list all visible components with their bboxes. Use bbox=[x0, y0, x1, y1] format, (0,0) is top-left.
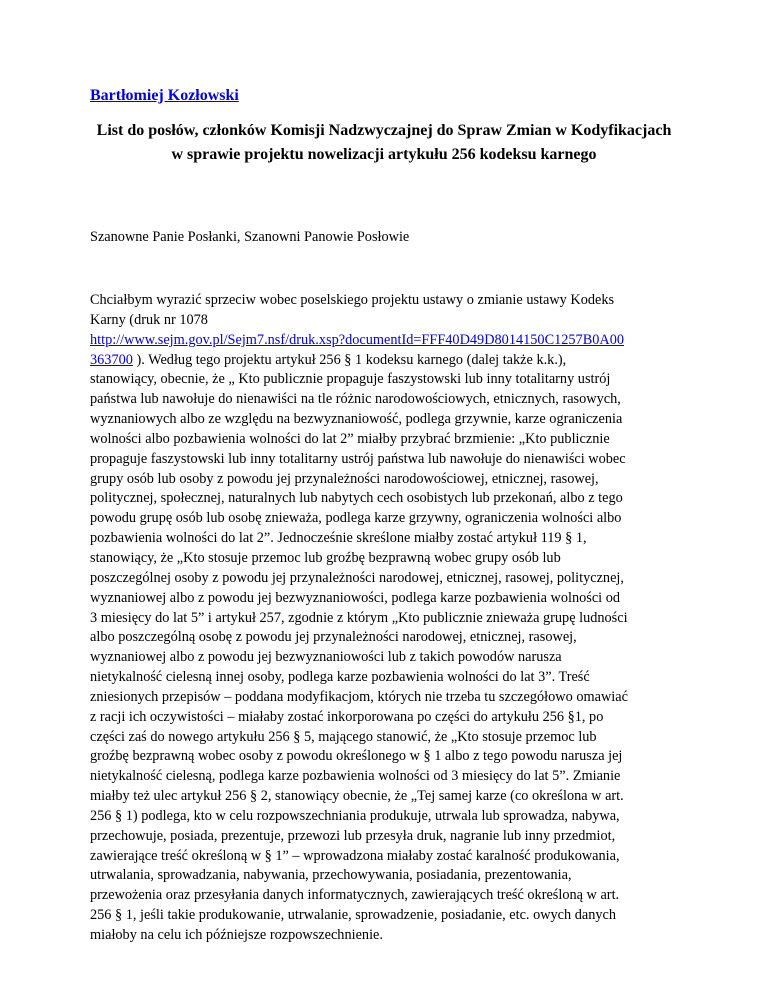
body-line: zawierające treść określoną w § 1” – wprowadzona miałaby zostać karalność produkowania, bbox=[90, 847, 620, 864]
body-line: pozbawienia wolności do lat 2”. Jednocześnie skreślone miałby zostać artykuł 119 § 1, bbox=[90, 530, 587, 547]
body-line bbox=[90, 331, 688, 351]
body-line: 3 miesięcy do lat 5” i artykuł 257, zgodnie z którym „Kto publicznie znieważa grupę ludności bbox=[90, 609, 628, 626]
body-line: grupy osób lub osoby z powodu jej przynależności narodowościowej, etnicznej, rasowej, bbox=[90, 470, 599, 487]
body-line: utrwalania, sprowadzania, nabywania, przechowywania, posiadania, prezentowania, bbox=[90, 867, 572, 884]
body-line: zniesionych przepisów – poddana modyfikacjom, których nie trzeba tu szczegółowo omawiać bbox=[90, 688, 628, 705]
body-line: przewożenia oraz przesyłania danych informatycznych, zawierających treść określoną w art. bbox=[90, 887, 620, 904]
body-line: stanowiący, że „Kto stosuje przemoc lub groźbę bezprawną wobec grupy osób lub bbox=[90, 549, 561, 566]
letter-title: List do posłów, członków Komisji Nadzwyczajnej do Spraw Zmian w Kodyfikacjach w sprawie projektu nowelizacji artykułu 256 kodeksu karnego bbox=[96, 122, 672, 163]
sejm-document-link[interactable]: http://www.sejm.gov.pl/Sejm7.nsf/druk.xsp?documentId=FFF40D49D8014150C1257B0A00 bbox=[90, 331, 625, 348]
body-line: z racji ich oczywistości – miałaby zostać inkorporowana po części do artykułu 256 §1, po bbox=[90, 708, 604, 725]
body-line bbox=[90, 351, 688, 371]
body-line: poszczególnej osoby z powodu jej przynależności narodowej, etnicznej, rasowej, politycznej, bbox=[90, 569, 624, 586]
body-line: wyznaniowej albo z powodu jej bezwyznaniowości, podlega karze pozbawienia wolności od bbox=[90, 589, 621, 606]
body-line: wyznaniowej albo z powodu jej bezwyznaniowości lub z takich powodów narusza bbox=[90, 649, 562, 666]
body-line: groźbę bezprawną wobec osoby z powodu określonego w § 1 albo z tego powodu narusza jej bbox=[90, 748, 623, 765]
body-line: powodu grupę osób lub osobę znieważa, podlega karze grzywny, ograniczenia wolności albo bbox=[90, 510, 622, 527]
body-line: części zaś do nowego artykułu 256 § 5, mającego stanowić, że „Kto stosuje przemoc lub bbox=[90, 728, 597, 745]
body-line: Karny (druk nr 1078 bbox=[90, 311, 208, 328]
body-line: 256 § 1, jeśli takie produkowanie, utrwalanie, sprowadzenie, posiadanie, etc. owych danych bbox=[90, 907, 617, 924]
body-line: państwa lub nawołuje do nienawiści na tle różnic narodowościowych, etnicznych, rasowych, bbox=[90, 391, 621, 408]
body-line: 256 § 1) podlega, kto w celu rozpowszechniania produkuje, utrwala lub sprowadza, nabywa, bbox=[90, 807, 620, 824]
body-line: propaguje faszystowski lub inny totalitarny ustrój państwa lub nawołuje do nienawiści wobec bbox=[90, 450, 626, 467]
body-line: nietykalność cielesną innej osoby, podlega karze pozbawienia wolności do lat 3”. Treść bbox=[90, 669, 590, 686]
author-link[interactable]: Bartłomiej Kozłowski bbox=[90, 87, 239, 104]
body-line: miałby też ulec artykuł 256 § 2, stanowiący obecnie, że „Tej samej karze (co określona w art. bbox=[90, 788, 624, 805]
body-line: wolności albo pozbawienia wolności do lat 2” miałby przybrać brzmienie: „Kto publicznie bbox=[90, 430, 610, 447]
body-line: albo poszczególną osobę z powodu jej przynależności narodowej, etnicznej, rasowej, bbox=[90, 629, 577, 646]
sejm-document-link-continued[interactable]: 363700 bbox=[90, 351, 133, 368]
body-line: Chciałbym wyrazić sprzeciw wobec poselskiego projektu ustawy o zmianie ustawy Kodeks bbox=[90, 292, 615, 308]
body-line-text: ). Według tego projektu artykuł 256 § 1 kodeksu karnego (dalej także k.k.), bbox=[132, 351, 567, 368]
body-line: politycznej, społecznej, naturalnych lub nabytych cech osobistych lub przekonań, albo z tego bbox=[90, 490, 623, 507]
body-line: miałoby na celu ich późniejsze rozpowszechnienie. bbox=[90, 927, 383, 943]
body-line: nietykalność cielesną, podlega karze pozbawienia wolności od 3 miesięcy do lat 5”. Zmianie bbox=[90, 768, 621, 785]
body-line: wyznaniowych albo ze względu na bezwyznaniowość, podlega grzywnie, karze ograniczenia bbox=[90, 411, 623, 428]
body-line: stanowiący, obecnie, że „ Kto publicznie propaguje faszystowski lub inny totalitarny ustrój bbox=[90, 371, 611, 388]
greeting: Szanowne Panie Posłanki, Szanowni Panowie Posłowie bbox=[90, 229, 410, 245]
letter-body bbox=[90, 291, 688, 946]
body-line: przechowuje, posiada, prezentuje, przewozi lub przesyła druk, nagranie lub inny przedmiot, bbox=[90, 827, 616, 844]
